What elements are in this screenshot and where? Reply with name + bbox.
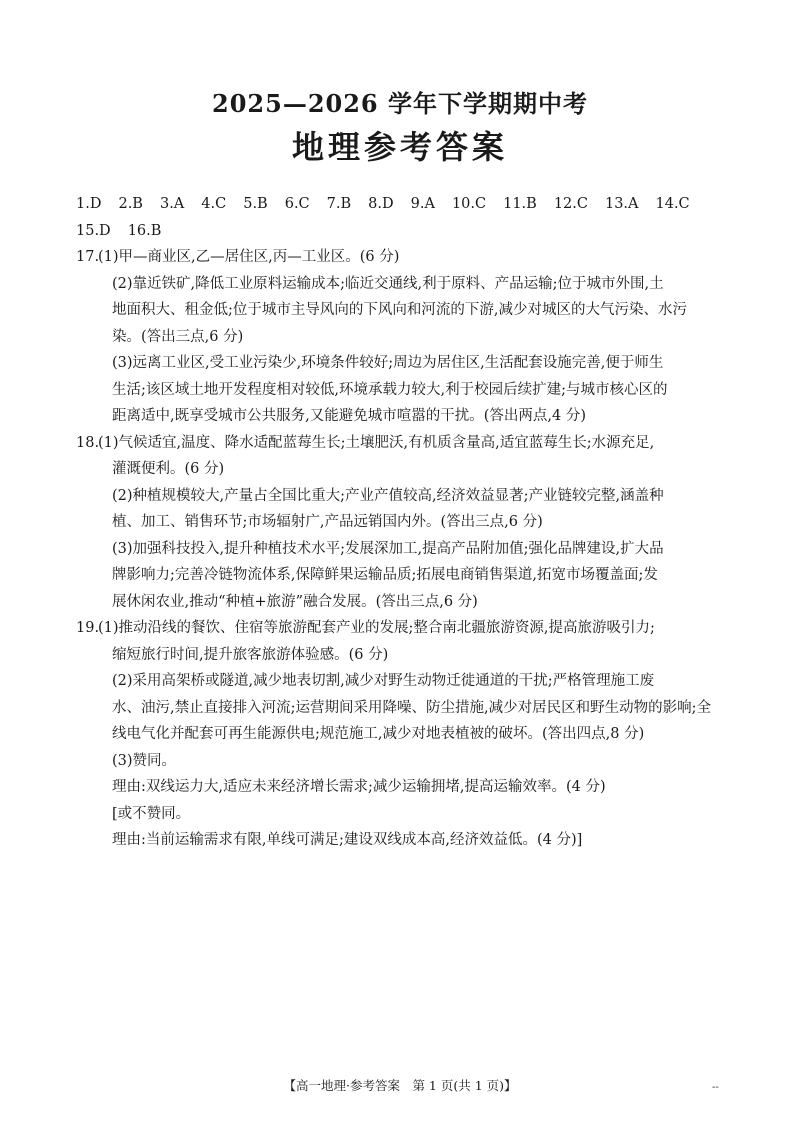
mc-answer: 11.B (503, 196, 537, 212)
q19-part2-line: 线电气化并配套可再生能源供电;规范施工,减少对地表植被的破坏。(答出四点,8 分) (112, 726, 645, 742)
mc-answer: 14.C (655, 196, 690, 212)
q17-part2-line: 染。(答出三点,6 分) (112, 328, 244, 345)
multiple-choice-row-1 (76, 191, 726, 218)
q18-part1-line: (1)气候适宜,温度、降水适配蓝莓生长;土壤肥沃,有机质含量高,适宜蓝莓生长;水源充足, (98, 434, 655, 451)
q18-part3-line: 展休闲农业,推动“种植+旅游”融合发展。(答出三点,6 分) (112, 593, 478, 610)
question-number: 18. (76, 434, 100, 451)
mc-answer: 1.D (76, 196, 102, 212)
mc-answer: 12.C (553, 196, 588, 212)
q19-part1-line: (1)推动沿线的餐饮、住宿等旅游配套产业的发展;整合南北疆旅游资源,提高旅游吸引力; (98, 620, 655, 636)
q18-part3-line: (3)加强科技投入,提升种植技术水平;发展深加工,提高产品附加值;强化品牌建设,扩大品 (112, 540, 664, 557)
q19-part1-line: 缩短旅行时间,提升旅客旅游体验感。(6 分) (112, 646, 389, 663)
multiple-choice-row-2 (76, 218, 726, 245)
q17-part2-line: (2)靠近铁矿,降低工业原料运输成本;临近交通线,利于原料、产品运输;位于城市外围,土 (112, 275, 664, 292)
q19-alternative: [或不赞同。 (112, 805, 191, 822)
mc-answer: 9.A (410, 196, 435, 212)
mc-answer: 15.D (76, 222, 111, 239)
question-17 (76, 244, 726, 430)
q17-part2-line: 地面积大、租金低;位于城市主导风向的下风向和河流的下游,减少对城区的大气污染、水污 (112, 302, 687, 318)
q19-part3: (3)赞同。 (112, 752, 177, 769)
mc-answer: 4.C (201, 196, 227, 212)
mc-answer: 2.B (118, 196, 143, 212)
corner-mark: -- (712, 1082, 719, 1093)
question-19 (76, 615, 726, 854)
q19-reason-agree: 理由:双线运力大,适应未来经济增长需求;减少运输拥堵,提高运输效率。(4 分) (112, 779, 606, 795)
answer-body (76, 191, 726, 854)
mc-answer: 8.D (368, 196, 394, 212)
mc-answer: 7.B (326, 196, 352, 212)
question-number: 19. (76, 620, 100, 636)
q19-part2-line: (2)采用高架桥或隧道,减少地表切割,减少对野生动物迁徙通道的干扰;严格管理施工废 (112, 673, 655, 689)
q17-part3-line: 距离适中,既享受城市公共服务,又能避免城市喧嚣的干扰。(答出两点,4 分) (112, 408, 586, 424)
q17-part3-line: (3)远离工业区,受工业污染少,环境条件较好;周边为居住区,生活配套设施完善,便于师生 (112, 355, 664, 371)
subject-title: 地理参考答案 (291, 128, 508, 166)
q17-part3-line: 生活;该区域土地开发程度相对较低,环境承载力较大,利于校园后续扩建;与城市核心区的 (112, 381, 668, 398)
q18-part1-line: 灌溉便利。(6 分) (112, 461, 225, 477)
q18-part2-line: 植、加工、销售环节;市场辐射广,产品远销国内外。(答出三点,6 分) (112, 514, 543, 530)
mc-answer: 5.B (243, 196, 268, 212)
q18-part3-line: 牌影响力;完善冷链物流体系,保障鲜果运输品质;拓展电商销售渠道,拓宽市场覆盖面;发 (112, 567, 658, 583)
q19-reason-disagree: 理由:当前运输需求有限,单线可满足;建设双线成本高,经济效益低。(4 分)] (112, 832, 583, 848)
question-number: 17. (76, 249, 100, 265)
mc-answer: 13.A (604, 196, 639, 212)
mc-answer: 10.C (451, 196, 487, 212)
q18-part2-line: (2)种植规模较大,产量占全国比重大;产业产值较高,经济效益显著;产业链较完整,涵盖种 (112, 487, 664, 504)
q17-part1: (1)甲—商业区,乙—居住区,丙—工业区。(6 分) (98, 249, 400, 265)
exam-title: 2025—2026 学年下学期期中考 (212, 89, 588, 118)
mc-answer: 6.C (284, 196, 310, 212)
page-footer: 【高一地理·参考答案 第 1 页(共 1 页)】 (283, 1078, 517, 1093)
mc-answer: 16.B (127, 222, 162, 239)
q19-part2-line: 水、油污,禁止直接排入河流;运营期间采用降噪、防尘措施,减少对居民区和野生动物的影响;全 (112, 699, 711, 716)
question-18 (76, 430, 726, 616)
mc-answer: 3.A (159, 196, 185, 212)
